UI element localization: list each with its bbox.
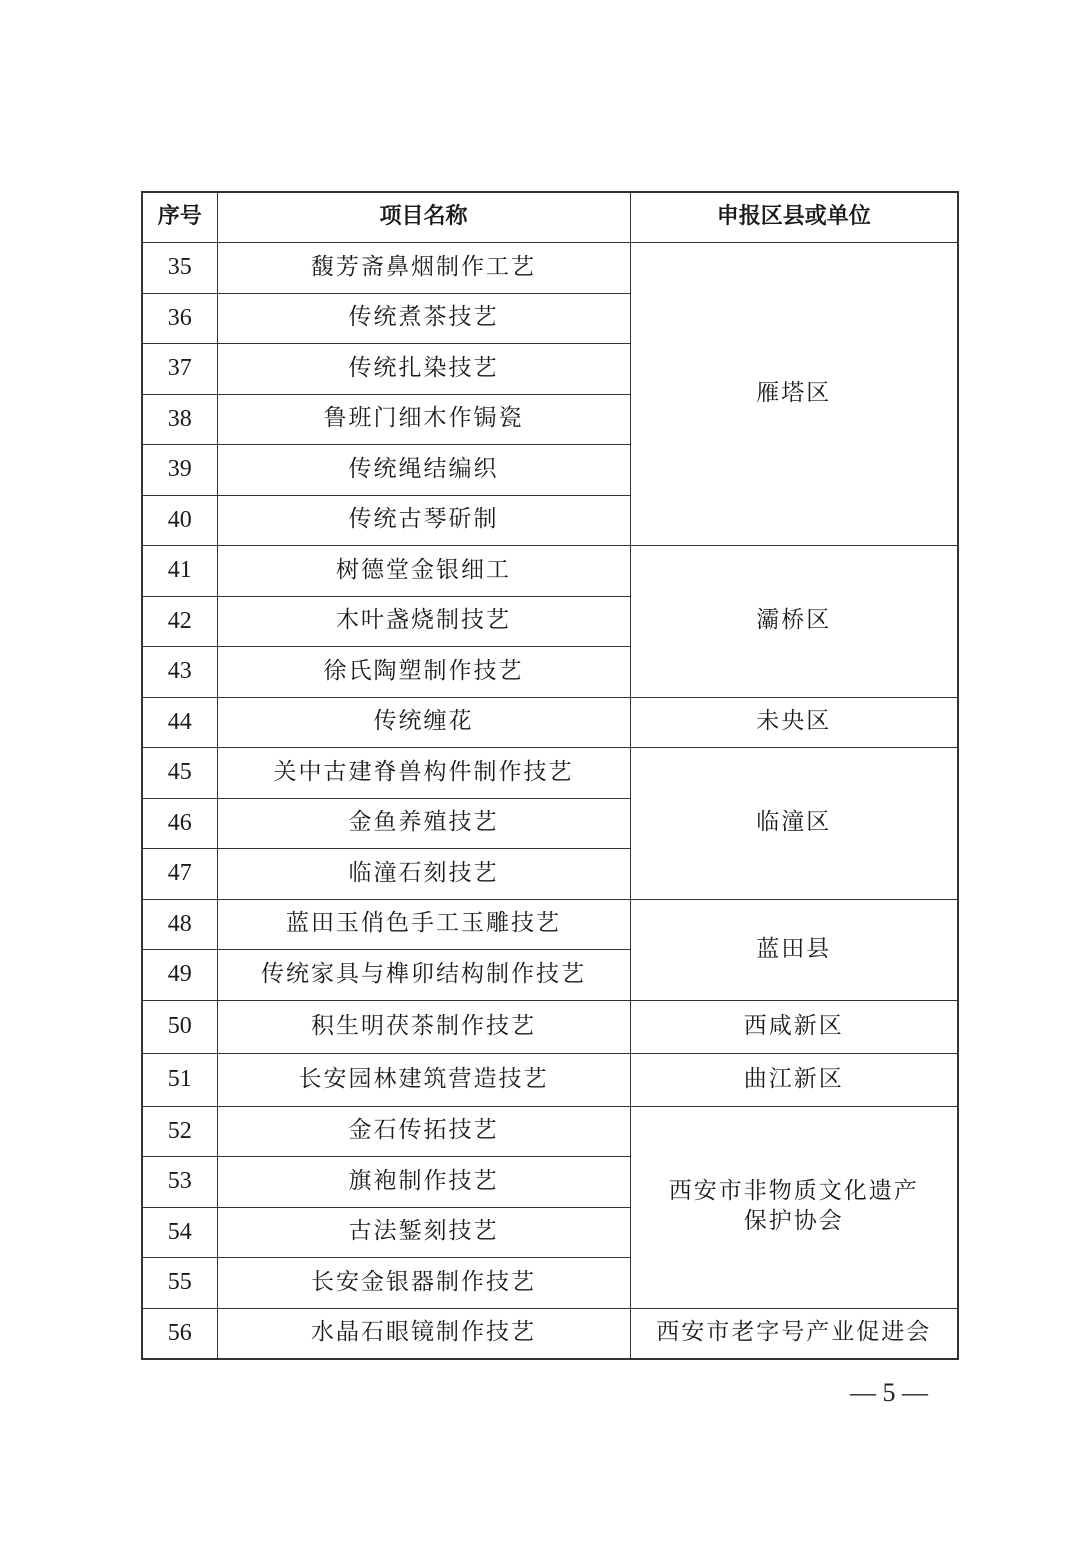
- unit-line: 未央区: [756, 708, 832, 735]
- row-seq: 51: [142, 1053, 217, 1106]
- row-seq: 44: [142, 697, 217, 748]
- project-list-table: [141, 191, 959, 1360]
- row-seq: 49: [142, 950, 217, 1001]
- page-number: — 5 —: [850, 1378, 928, 1407]
- row-project-name: 蓝田玉俏色手工玉雕技艺: [217, 899, 630, 950]
- row-seq: 55: [142, 1258, 217, 1309]
- row-project-name: 金鱼养殖技艺: [217, 798, 630, 849]
- row-project-name: 鲁班门细木作锔瓷: [217, 394, 630, 445]
- row-project-name: 传统煮茶技艺: [217, 293, 630, 344]
- table-row: [142, 697, 958, 748]
- unit-cell: [630, 546, 958, 698]
- row-project-name: 长安金银器制作技艺: [217, 1258, 630, 1309]
- row-seq: 50: [142, 1000, 217, 1053]
- row-project-name: 传统家具与榫卯结构制作技艺: [217, 950, 630, 1001]
- table-row: [142, 1308, 958, 1359]
- row-seq: 37: [142, 344, 217, 395]
- row-project-name: 传统绳结编织: [217, 445, 630, 496]
- unit-cell: [630, 1308, 958, 1359]
- row-seq: 52: [142, 1106, 217, 1157]
- table-row: [142, 1053, 958, 1106]
- header-applicant-unit: 申报区县或单位: [630, 192, 958, 243]
- table-row: [142, 1106, 958, 1157]
- row-project-name: 树德堂金银细工: [217, 546, 630, 597]
- unit-line: 西咸新区: [743, 1012, 844, 1039]
- row-seq: 42: [142, 596, 217, 647]
- row-seq: 36: [142, 293, 217, 344]
- row-project-name: 古法錾刻技艺: [217, 1207, 630, 1258]
- unit-line: 曲江新区: [743, 1065, 844, 1092]
- row-seq: 38: [142, 394, 217, 445]
- row-project-name: 旗袍制作技艺: [217, 1157, 630, 1208]
- unit-cell: [630, 899, 958, 1000]
- row-project-name: 水晶石眼镜制作技艺: [217, 1308, 630, 1359]
- row-project-name: 馥芳斋鼻烟制作工艺: [217, 243, 630, 294]
- row-seq: 48: [142, 899, 217, 950]
- row-project-name: 临潼石刻技艺: [217, 849, 630, 900]
- row-project-name: 传统古琴斫制: [217, 495, 630, 546]
- unit-cell: [630, 1106, 958, 1308]
- row-seq: 35: [142, 243, 217, 294]
- row-seq: 53: [142, 1157, 217, 1208]
- unit-line: 临潼区: [756, 809, 832, 836]
- row-project-name: 金石传拓技艺: [217, 1106, 630, 1157]
- row-project-name: 关中古建脊兽构件制作技艺: [217, 748, 630, 799]
- header-seq: 序号: [142, 192, 217, 243]
- unit-line: 西安市老字号产业促进会: [656, 1319, 932, 1346]
- unit-cell: [630, 697, 958, 748]
- row-project-name: 传统缠花: [217, 697, 630, 748]
- unit-cell: [630, 1000, 958, 1053]
- row-seq: 39: [142, 445, 217, 496]
- unit-cell: [630, 243, 958, 546]
- unit-line: 雁塔区: [756, 380, 832, 407]
- table-header-row: [142, 192, 958, 243]
- row-seq: 43: [142, 647, 217, 698]
- unit-line: 保护协会: [743, 1208, 844, 1234]
- row-project-name: 长安园林建筑营造技艺: [217, 1053, 630, 1106]
- table-row: [142, 748, 958, 799]
- row-seq: 41: [142, 546, 217, 597]
- row-seq: 56: [142, 1308, 217, 1359]
- table-row: [142, 1000, 958, 1053]
- table-row: [142, 546, 958, 597]
- row-project-name: 徐氏陶塑制作技艺: [217, 647, 630, 698]
- table-row: [142, 899, 958, 950]
- table-row: [142, 243, 958, 294]
- unit-cell: [630, 748, 958, 900]
- row-seq: 45: [142, 748, 217, 799]
- row-seq: 47: [142, 849, 217, 900]
- header-project-name: 项目名称: [217, 192, 630, 243]
- row-project-name: 木叶盏烧制技艺: [217, 596, 630, 647]
- unit-cell: [630, 1053, 958, 1106]
- unit-line: 西安市非物质文化遗产: [668, 1178, 919, 1205]
- unit-line: 灞桥区: [756, 607, 832, 634]
- unit-line: 蓝田县: [756, 935, 832, 962]
- row-seq: 54: [142, 1207, 217, 1258]
- row-project-name: 积生明茯茶制作技艺: [217, 1000, 630, 1053]
- row-seq: 46: [142, 798, 217, 849]
- row-seq: 40: [142, 495, 217, 546]
- row-project-name: 传统扎染技艺: [217, 344, 630, 395]
